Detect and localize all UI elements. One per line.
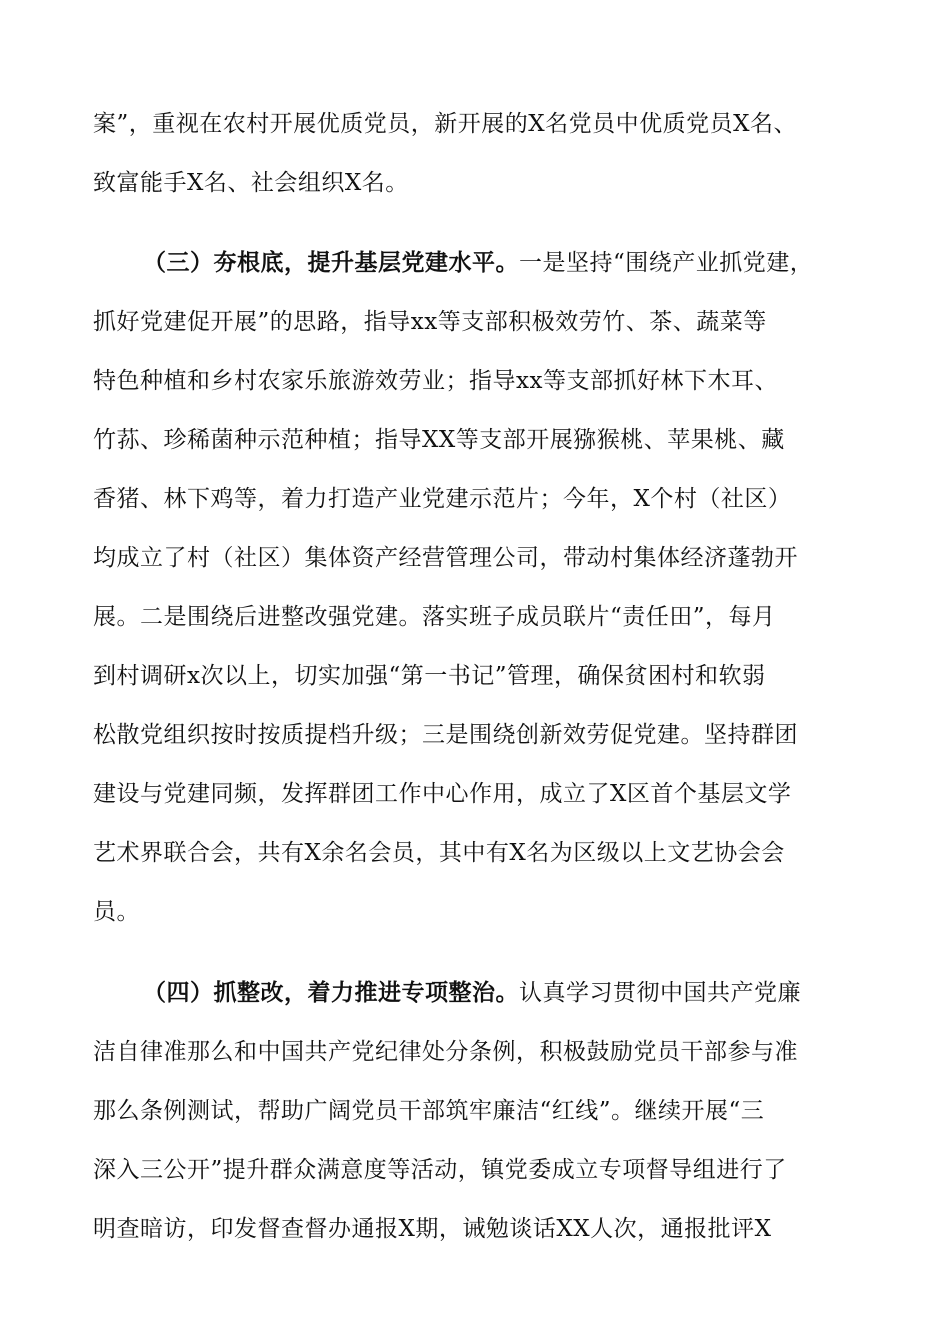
section-3-first-line-rest: 一是坚持“围绕产业抓党建，	[519, 250, 814, 276]
section-4-line: 洁自律准那么和中国共产党纪律处分条例，积极鼓励党员干部参与准	[93, 1039, 798, 1065]
section-3-line: 香猪、林下鸡等，着力打造产业党建示范片；今年，X个村（社区）	[93, 486, 792, 512]
section-3-line: 建设与党建同频，发挥群团工作中心作用，成立了X区首个基层文学	[93, 781, 792, 807]
section-4-first-line-rest: 认真学习贯彻中国共产党廉	[519, 980, 801, 1006]
paragraph-1-line-2: 致富能手X名、社会组织X名。	[93, 170, 409, 196]
paragraph-1-line-1: 案”，重视在农村开展优质党员，新开展的X名党员中优质党员X名、	[93, 111, 798, 137]
section-4-heading: （四）抓整改，着力推进专项整治。	[143, 979, 519, 1006]
section-3-line: 艺术界联合会，共有X余名会员，其中有X名为区级以上文艺协会会	[93, 840, 785, 866]
section-3-line: 均成立了村（社区）集体资产经营管理公司，带动村集体经济蓬勃开	[93, 545, 798, 571]
section-3-line: 松散党组织按时按质提档升级；三是围绕创新效劳促党建。坚持群团	[93, 722, 798, 748]
section-4-line: 明查暗访，印发督查督办通报X期，诫勉谈话XX人次，通报批评X	[93, 1216, 772, 1242]
section-3-line: 展。二是围绕后进整改强党建。落实班子成员联片“责任田”，每月	[93, 604, 776, 630]
section-3-line: 竹荪、珍稀菌种示范种植；指导XX等支部开展猕猴桃、苹果桃、藏	[93, 427, 785, 453]
section-4-first-line	[143, 973, 801, 1013]
section-3-first-line	[143, 243, 813, 283]
section-4-line: 深入三公开”提升群众满意度等活动，镇党委成立专项督导组进行了	[93, 1157, 787, 1183]
section-3-line: 员。	[93, 899, 140, 925]
section-4-line: 那么条例测试，帮助广阔党员干部筑牢廉洁“红线”。继续开展“三	[93, 1098, 765, 1124]
section-3-heading: （三）夯根底，提升基层党建水平。	[143, 249, 519, 276]
section-3-line: 抓好党建促开展”的思路，指导xx等支部积极效劳竹、茶、蔬菜等	[93, 309, 767, 335]
section-3-line: 特色种植和乡村农家乐旅游效劳业；指导xx等支部抓好林下木耳、	[93, 368, 778, 394]
section-3-line: 到村调研x次以上，切实加强“第一书记”管理，确保贫困村和软弱	[93, 663, 766, 689]
